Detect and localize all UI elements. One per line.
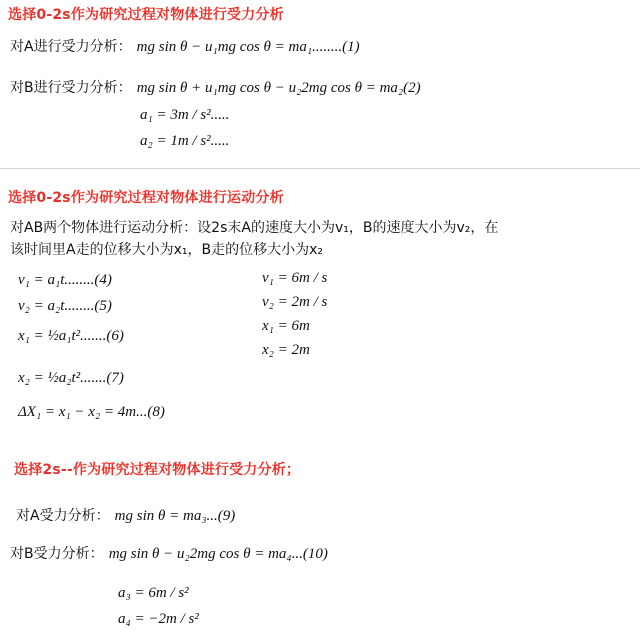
section1-line-b-prefix: 对B进行受力分析：	[10, 80, 132, 96]
section1-heading: 选择0-2s作为研究过程对物体进行受力分析	[8, 7, 284, 23]
result-v2: v₂ = 2m / s	[262, 294, 328, 310]
section1-line-a-prefix: 对A进行受力分析：	[10, 39, 132, 55]
section3-heading: 选择2s--作为研究过程对物体进行受力分析；	[14, 462, 301, 478]
result-x1: x₁ = 6m	[262, 318, 310, 334]
equation-5: v₂ = a₂t........(5)	[18, 298, 112, 314]
result-x2: x₂ = 2m	[262, 342, 310, 358]
section3-line-b	[10, 543, 328, 563]
section2-heading: 选择0-2s作为研究过程对物体进行运动分析	[8, 190, 284, 206]
section3-a3: a₃ = 6m / s²	[118, 585, 189, 601]
equation-4: v₁ = a₁t........(4)	[18, 272, 112, 288]
section-divider	[0, 168, 640, 169]
section3-line-a-prefix: 对A受力分析：	[16, 508, 110, 524]
section1-line-a	[10, 36, 360, 56]
equation-7: x₂ = ½a₂t².......(7)	[18, 370, 124, 386]
section2-paragraph-line2: 该时间里A走的位移大小为x₁，B走的位移大小为x₂	[10, 242, 323, 258]
section1-line-b	[10, 77, 421, 97]
result-v1: v₁ = 6m / s	[262, 270, 328, 286]
section3-line-b-equation: mg sin θ − u₂2mg cos θ = ma₄...(10)	[108, 546, 328, 562]
section1-a1: a₁ = 3m / s².....	[140, 107, 230, 123]
section3-line-a	[16, 505, 235, 525]
equation-8: ΔX₁ = x₁ − x₂ = 4m...(8)	[18, 404, 165, 420]
section1-line-b-equation: mg sin θ + u₁mg cos θ − u₂2mg cos θ = ma₂(2)	[136, 80, 421, 96]
equation-6: x₁ = ½a₁t².......(6)	[18, 328, 124, 344]
section1-line-a-equation: mg sin θ − u₁mg cos θ = ma₁........(1)	[136, 39, 360, 55]
section3-line-a-equation: mg sin θ = ma₃...(9)	[114, 508, 236, 524]
section3-line-b-prefix: 对B受力分析：	[10, 546, 104, 562]
section2-paragraph-line1: 对AB两个物体进行运动分析：设2s末A的速度大小为v₁，B的速度大小为v₂，在	[10, 220, 499, 236]
section3-a4: a₄ = −2m / s²	[118, 611, 199, 627]
section1-a2: a₂ = 1m / s².....	[140, 133, 230, 149]
